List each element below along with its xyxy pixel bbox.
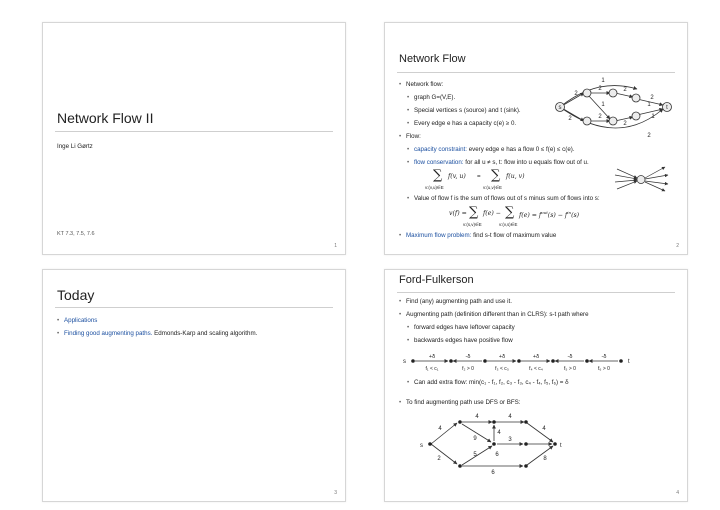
graph-edge: [431, 444, 457, 464]
title-divider: [397, 292, 675, 293]
slide-3[interactable]: [42, 269, 346, 502]
capacity-label: 1: [601, 78, 605, 84]
path-node: [585, 359, 589, 363]
graph-label-s: s: [420, 443, 423, 449]
bullet-augmenting-paths: [64, 330, 257, 337]
augmenting-paths-link[interactable]: Finding good augmenting paths.: [64, 330, 153, 337]
delta-label: -δ: [567, 354, 573, 360]
path-node: [483, 359, 487, 363]
bullet-backward-edges: • backwards edges have positive flow: [414, 337, 513, 344]
condition-label: f₂ > 0: [462, 366, 474, 372]
in-edge: [617, 181, 637, 189]
bullet-max-flow: [406, 232, 556, 239]
delta-label: -δ: [601, 354, 607, 360]
eq2-rest: [519, 210, 579, 219]
bullet-value-of-flow: • Value of flow f is the sum of flows out of s minus sum of flows into s:: [414, 195, 600, 202]
capacity-label: 2: [437, 456, 441, 462]
eq2-b: f(e) = f: [519, 212, 542, 220]
search-graph: [419, 408, 579, 476]
bullet-flow: • Flow:: [406, 133, 421, 140]
capacity-label: 8: [543, 456, 547, 462]
delta-label: +δ: [532, 354, 540, 360]
conservation-diagram: [611, 164, 671, 194]
delta-label: +δ: [498, 354, 506, 360]
capacity-label: 4: [508, 414, 512, 420]
graph-node: [632, 94, 640, 102]
graph-edge: [431, 423, 457, 444]
title-divider: [55, 307, 333, 308]
path-node: [411, 359, 415, 363]
capacity-label: 4: [542, 426, 546, 432]
graph-node: [524, 420, 528, 424]
network-graph: [537, 73, 687, 151]
path-node: [449, 359, 453, 363]
page-number: 4: [676, 490, 679, 496]
eq2-sub-b: v:(v,s)∈E: [499, 222, 518, 227]
graph-node: [492, 442, 496, 446]
graph-node-s: [428, 442, 432, 446]
flow-conservation-label: flow conservation:: [414, 159, 464, 166]
condition-label: f₆ > 0: [598, 366, 610, 372]
graph-edge: [615, 93, 633, 97]
eq2-c: (s) − f: [547, 212, 568, 220]
eq1-equals: =: [477, 173, 481, 180]
graph-node-t: [553, 442, 557, 446]
slide-4[interactable]: [384, 269, 688, 502]
reference: KT 7.3, 7.5, 7.6: [57, 231, 95, 237]
author: Inge Li Gørtz: [57, 143, 93, 150]
bullet-extra-flow: • Can add extra flow: min(c₁ - f₁, f₂, c₃ - f₃, c₄ - f₄, f₅, f₆) = δ: [414, 379, 569, 386]
capacity-label: 2: [650, 95, 654, 101]
title-divider: [55, 131, 333, 132]
capacity-label: 5: [473, 452, 477, 458]
graph-node: [458, 464, 462, 468]
capacity-label: 6: [495, 452, 499, 458]
capacity-label: 1: [651, 114, 655, 120]
capacity-label: 9: [473, 436, 477, 442]
capacity-label: 4: [438, 426, 442, 432]
out-edge: [645, 175, 668, 179]
delta-label: -δ: [465, 354, 471, 360]
eq1-sub-right: v:(u,v)∈E: [483, 185, 502, 190]
bullet-graph: • graph G=(V,E).: [414, 94, 455, 101]
sum-symbol: ∑: [433, 168, 443, 183]
graph-node: [632, 112, 640, 120]
bullet-capacity: • Every edge e has a capacity c(e) ≥ 0.: [414, 120, 516, 127]
bullet-forward-edges: • forward edges have leftover capacity: [414, 324, 515, 331]
node-u: [637, 176, 645, 184]
eq1-sub-left: v:(v,u)∈E: [425, 185, 444, 190]
slide-2-title: Network Flow: [399, 53, 466, 65]
graph-label-t: t: [666, 105, 668, 112]
capacity-label: 4: [475, 414, 479, 420]
sum-symbol: ∑: [491, 168, 501, 183]
condition-label: f₁ < c₁: [425, 366, 439, 372]
graph-node: [524, 464, 528, 468]
path-label-s: s: [403, 359, 406, 365]
capacity-label: 1: [647, 102, 651, 108]
graph-node: [458, 420, 462, 424]
capacity-label: 2: [598, 86, 602, 92]
bullet-augmenting-path-def: • Augmenting path (definition different than in CLRS): s-t path where: [406, 311, 589, 318]
path-node: [619, 359, 623, 363]
bullet-applications[interactable]: • Applications: [64, 317, 97, 324]
graph-node: [583, 117, 591, 125]
graph-edge: [527, 423, 553, 442]
graph-node: [609, 89, 617, 97]
in-edge: [615, 175, 637, 179]
slide-1-title: Network Flow II: [57, 110, 154, 126]
condition-label: f₃ < c₃: [495, 366, 509, 372]
slide-4-title: Ford-Fulkerson: [399, 274, 474, 286]
graph-label-s: s: [558, 105, 562, 112]
sum-symbol: ∑: [505, 205, 515, 220]
bullet-flow-conservation: [414, 159, 589, 166]
graph-edge: [462, 446, 492, 465]
slide-3-title: Today: [57, 287, 95, 303]
augmenting-path-diagram: [401, 351, 641, 381]
capacity-constraint-text: every edge e has a flow 0 ≤ f(e) ≤ c(e).: [468, 146, 575, 153]
slide-2[interactable]: [384, 22, 688, 255]
capacity-label: 4: [497, 430, 501, 436]
capacity-label: 2: [647, 133, 651, 139]
page-number: 3: [334, 490, 337, 496]
path-label-t: t: [628, 359, 630, 365]
capacity-label: 2: [598, 114, 602, 120]
graph-label-t: t: [560, 443, 562, 449]
eq2-d: (s): [571, 212, 580, 220]
augmenting-paths-text: Edmonds-Karp and scaling algorithm.: [154, 330, 258, 337]
path-node: [517, 359, 521, 363]
eq1-left: f(v, u): [448, 173, 466, 180]
page-number: 1: [334, 243, 337, 249]
capacity-label: 3: [508, 437, 512, 443]
sum-symbol: ∑: [469, 205, 479, 220]
path-node: [551, 359, 555, 363]
eq2-in: in: [567, 210, 572, 215]
in-edge: [617, 169, 637, 178]
bullet-find-path: • Find (any) augmenting path and use it.: [406, 298, 512, 305]
eq2-v: v(f) =: [449, 210, 467, 217]
capacity-constraint-label: capacity constraint:: [414, 146, 467, 153]
condition-label: f₅ > 0: [564, 366, 576, 372]
condition-label: f₄ < c₄: [529, 366, 543, 372]
capacity-label: 2: [568, 116, 572, 122]
bullet-network-flow: • Network flow:: [406, 81, 443, 88]
flow-conservation-text: for all u ≠ s, t: flow into u equals flow out of u.: [465, 159, 589, 166]
page-number: 2: [676, 243, 679, 249]
capacity-label: 2: [574, 91, 578, 97]
capacity-label: 2: [623, 121, 627, 127]
max-flow-label: Maximum flow problem:: [406, 232, 472, 239]
eq2-out: out: [541, 210, 548, 215]
slide-1[interactable]: [42, 22, 346, 255]
graph-node: [492, 420, 496, 424]
max-flow-text: find s-t flow of maximum value: [473, 232, 557, 239]
bullet-special-vertices: • Special vertices s (source) and t (sink).: [414, 107, 521, 114]
delta-label: +δ: [428, 354, 436, 360]
eq1-right: f(u, v): [506, 173, 525, 180]
capacity-label: 2: [623, 87, 627, 93]
capacity-label: 1: [601, 102, 605, 108]
graph-edge: [527, 446, 553, 465]
graph-node: [583, 89, 591, 97]
bullet-dfs-bfs: • To find augmenting path use DFS or BFS:: [406, 399, 521, 406]
eq2-a: f(e) −: [483, 210, 501, 217]
graph-node: [609, 117, 617, 125]
graph-node: [524, 442, 528, 446]
eq2-sub-a: v:(s,v)∈E: [463, 222, 482, 227]
capacity-label: 6: [491, 470, 495, 476]
in-edge: [615, 180, 637, 182]
